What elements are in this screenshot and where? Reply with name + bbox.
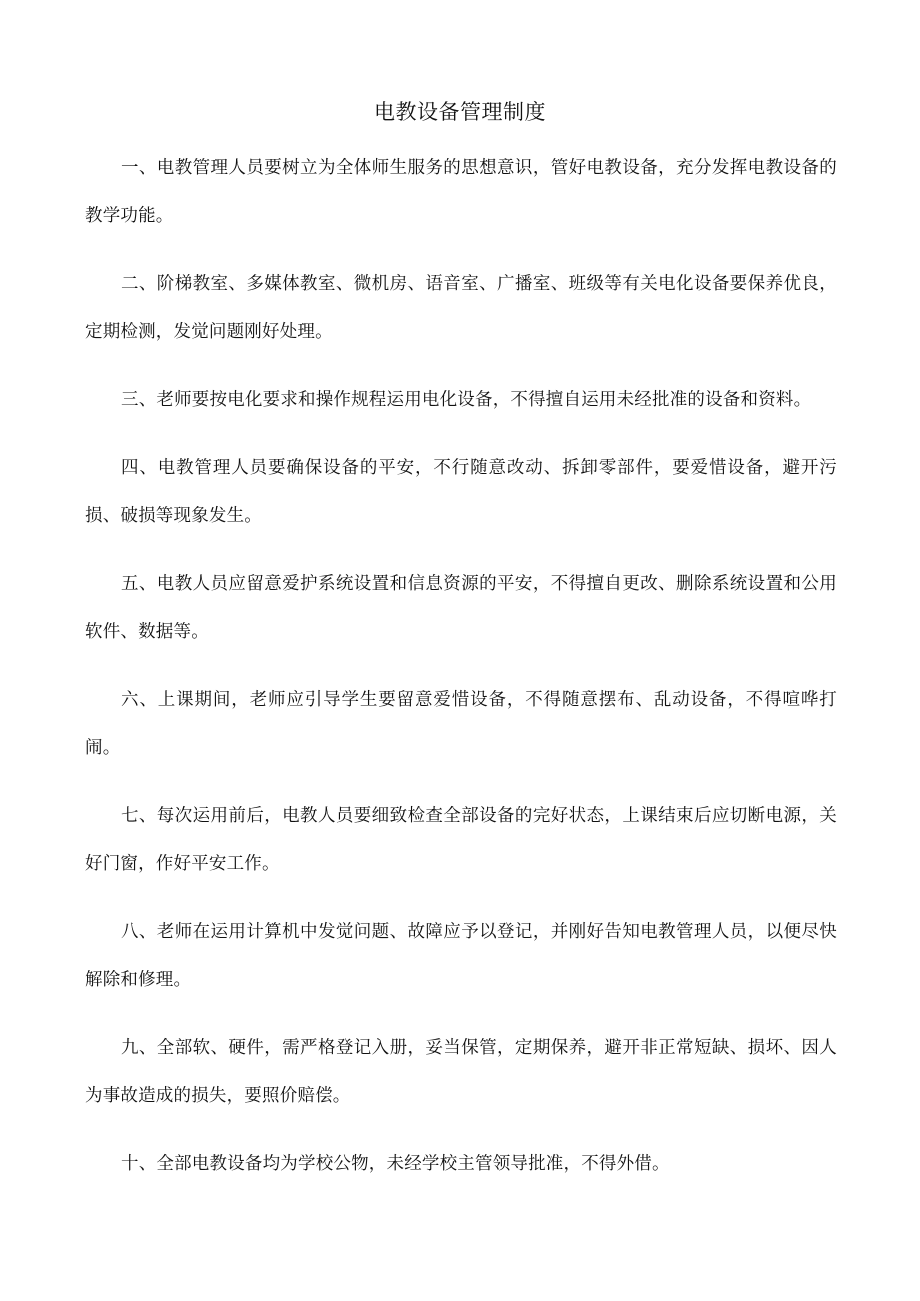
document-body — [85, 144, 837, 1208]
paragraph: 七、每次运用前后，电教人员要细致检查全部设备的完好状态，上课结束后应切断电源，关好门窗，作好平安工作。 — [85, 806, 837, 874]
document-title: 电教设备管理制度 — [374, 100, 546, 124]
paragraph: 三、老师要按电化要求和操作规程运用电化设备，不得擅自运用未经批准的设备和资料。 — [121, 390, 812, 410]
paragraph: 一、电教管理人员要树立为全体师生服务的思想意识，管好电教设备，充分发挥电教设备的教学功能。 — [85, 158, 837, 226]
paragraph: 十、全部电教设备均为学校公物，未经学校主管领导批准，不得外借。 — [121, 1154, 670, 1174]
paragraph: 六、上课期间，老师应引导学生要留意爱惜设备，不得随意摆布、乱动设备，不得喧哗打闹。 — [85, 690, 837, 758]
paragraph: 二、阶梯教室、多媒体教室、微机房、语音室、广播室、班级等有关电化设备要保养优良，定期检测，发觉问题刚好处理。 — [85, 274, 837, 342]
paragraph: 八、老师在运用计算机中发觉问题、故障应予以登记，并刚好告知电教管理人员，以便尽快解除和修理。 — [85, 922, 837, 990]
paragraph: 五、电教人员应留意爱护系统设置和信息资源的平安，不得擅自更改、删除系统设置和公用软件、数据等。 — [85, 574, 837, 642]
paragraph: 九、全部软、硬件，需严格登记入册，妥当保管，定期保养，避开非正常短缺、损坏、因人为事故造成的损失，要照价赔偿。 — [85, 1038, 837, 1106]
paragraph: 四、电教管理人员要确保设备的平安，不行随意改动、拆卸零部件，要爱惜设备，避开污损、破损等现象发生。 — [85, 458, 837, 526]
